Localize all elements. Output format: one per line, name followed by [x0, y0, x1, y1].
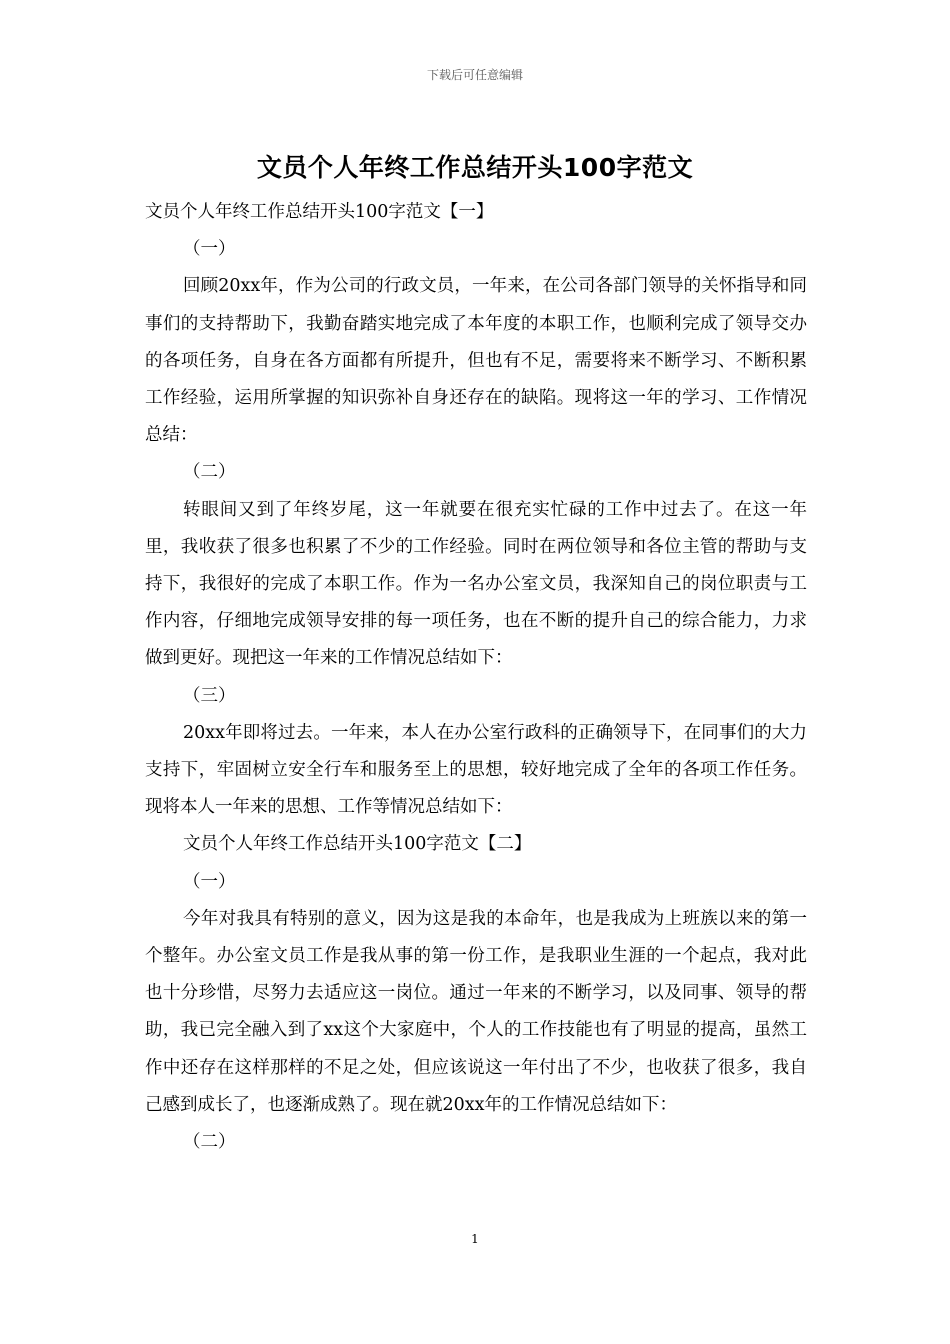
document-title: 文员个人年终工作总结开头100字范文 [256, 153, 694, 182]
body-paragraph: 今年对我具有特别的意义，因为这是我的本命年，也是我成为上班族以来的第一个整年。办公室文员工作是我从事的第一份工作，是我职业生涯的一个起点，我对此也十分珍惜，尽努力去适应这一岗位。通过一年来的不断学习，以及同事、领导的帮助，我已完全融入到了xx这个大家庭中，个人的工作技能也有了明显的提高，虽然工作中还存在这样那样的不足之处，但应该说这一年付出了不少，也收获了很多，我自己感到成长了，也逐渐成熟了。现在就20xx年的工作情况总结如下： [145, 908, 807, 1115]
section-heading-1: 文员个人年终工作总结开头100字范文【一】 [145, 202, 494, 222]
sub-heading: （一） [183, 239, 236, 260]
sub-heading: （一） [183, 871, 236, 892]
sub-heading: （二） [183, 462, 236, 483]
body-paragraph: 转眼间又到了年终岁尾，这一年就要在很充实忙碌的工作中过去了。在这一年里，我收获了很多也积累了不少的工作经验。同时在两位领导和各位主管的帮助与支持下，我很好的完成了本职工作。作为一名办公室文员，我深知自己的岗位职责与工作内容，仔细地完成领导安排的每一项任务，也在不断的提升自己的综合能力，力求做到更好。现把这一年来的工作情况总结如下： [145, 499, 807, 669]
body-paragraph: 20xx年即将过去。一年来，本人在办公室行政科的正确领导下，在同事们的大力支持下，牢固树立安全行车和服务至上的思想，较好地完成了全年的各项工作任务。现将本人一年来的思想、工作等情况总结如下： [145, 722, 807, 818]
document-body [145, 194, 807, 1161]
page-header: 下载后可任意编辑 [426, 68, 523, 82]
body-paragraph: 回顾20xx年，作为公司的行政文员，一年来，在公司各部门领导的关怀指导和同事们的支持帮助下，我勤奋踏实地完成了本年度的本职工作，也顺利完成了领导交办的各项任务，自身在各方面都有所提升，但也有不足，需要将来不断学习、不断积累工作经验，运用所掌握的知识弥补自身还存在的缺陷。现将这一年的学习、工作情况总结： [145, 276, 807, 446]
section-heading-2: 文员个人年终工作总结开头100字范文【二】 [183, 834, 532, 855]
sub-heading: （二） [183, 1132, 236, 1153]
sub-heading: （三） [183, 685, 236, 706]
page-number: 1 [471, 1232, 479, 1246]
